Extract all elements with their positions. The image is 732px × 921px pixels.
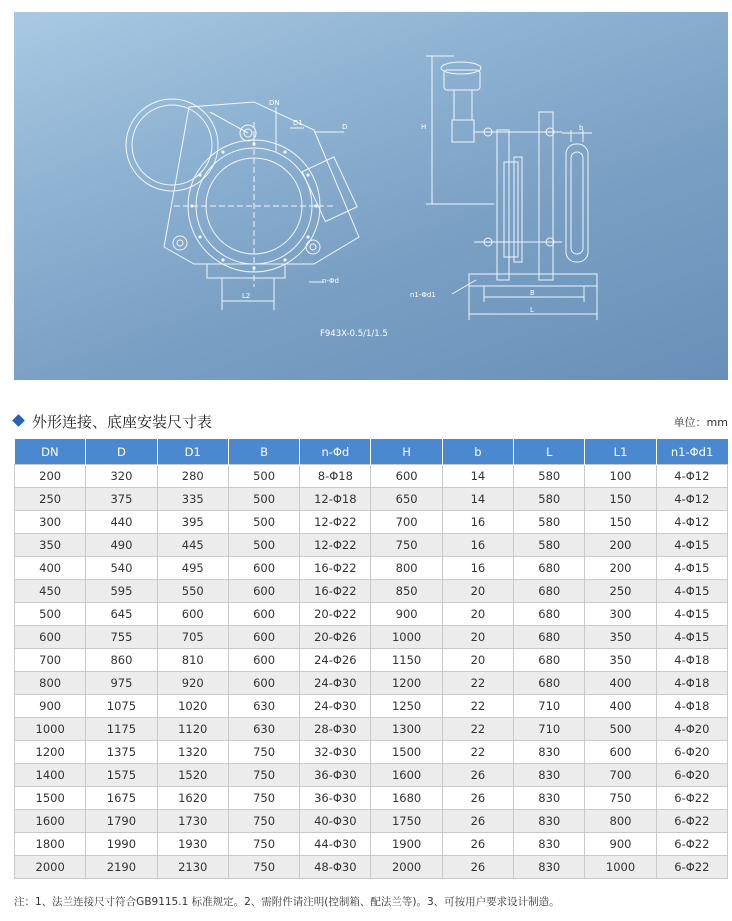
table-row [15,764,728,787]
table-cell: 250 [585,580,656,603]
table-cell: 1790 [86,810,157,833]
col-header-n1-phi-d1: n1-Φd1 [656,439,727,465]
table-row [15,856,728,879]
table-cell: 645 [86,603,157,626]
table-cell: 16-Φ22 [300,557,371,580]
table-cell: 1675 [86,787,157,810]
table-cell: 12-Φ22 [300,511,371,534]
table-cell: 22 [442,672,513,695]
table-cell: 200 [585,557,656,580]
table-cell: 750 [228,810,299,833]
table-cell: 700 [15,649,86,672]
table-cell: 705 [157,626,228,649]
table-row [15,810,728,833]
table-cell: 1000 [371,626,442,649]
table-cell: 4-Φ18 [656,672,727,695]
table-cell: 12-Φ22 [300,534,371,557]
table-cell: 20 [442,649,513,672]
table-cell: 4-Φ20 [656,718,727,741]
table-cell: 2000 [15,856,86,879]
dim-label-h: H [421,123,427,131]
table-cell: 500 [228,511,299,534]
table-cell: 1120 [157,718,228,741]
table-cell: 32-Φ30 [300,741,371,764]
table-row [15,649,728,672]
table-cell: 16 [442,557,513,580]
table-cell: 1150 [371,649,442,672]
table-cell: 1600 [15,810,86,833]
table-cell: 680 [514,672,585,695]
table-cell: 450 [15,580,86,603]
table-cell: 20 [442,580,513,603]
table-cell: 495 [157,557,228,580]
table-cell: 750 [228,787,299,810]
table-cell: 20-Φ26 [300,626,371,649]
table-cell: 1930 [157,833,228,856]
table-cell: 1990 [86,833,157,856]
table-cell: 6-Φ20 [656,764,727,787]
table-cell: 830 [514,741,585,764]
table-cell: 600 [228,672,299,695]
dimension-table [14,439,728,879]
diamond-bullet-icon [12,414,25,427]
table-cell: 400 [15,557,86,580]
table-cell: 600 [371,465,442,488]
table-cell: 28-Φ30 [300,718,371,741]
table-cell: 750 [228,764,299,787]
model-label: F943X-0.5/1/1.5 [320,329,388,339]
table-header-row [15,439,728,465]
table-cell: 680 [514,557,585,580]
table-cell: 1800 [15,833,86,856]
table-cell: 350 [15,534,86,557]
table-cell: 320 [86,465,157,488]
table-row [15,833,728,856]
dim-label-l2: L2 [242,292,251,300]
table-cell: 2000 [371,856,442,879]
table-cell: 1075 [86,695,157,718]
table-row [15,580,728,603]
dim-label-dn: DN [269,99,280,107]
table-cell: 6-Φ22 [656,833,727,856]
table-cell: 500 [585,718,656,741]
section-header [14,411,728,431]
valve-drawing-svg [14,12,728,380]
table-cell: 800 [585,810,656,833]
table-cell: 750 [228,856,299,879]
table-cell: 14 [442,465,513,488]
table-cell: 4-Φ12 [656,511,727,534]
footnote: 注：1、法兰连接尺寸符合GB9115.1 标准规定。2、需附件请注明(控制箱、配法兰等)。3、可按用户要求设计制造。 [14,896,560,908]
table-cell: 26 [442,810,513,833]
table-cell: 600 [228,649,299,672]
dim-label-b: b [579,124,584,132]
table-cell: 335 [157,488,228,511]
table-cell: 6-Φ22 [656,856,727,879]
table-cell: 440 [86,511,157,534]
dim-label-l: L [530,306,534,314]
table-cell: 4-Φ18 [656,695,727,718]
table-cell: 40-Φ30 [300,810,371,833]
table-cell: 1200 [15,741,86,764]
section-title: 外形连接、底座安装尺寸表 [32,413,213,431]
table-cell: 1320 [157,741,228,764]
table-cell: 710 [514,718,585,741]
table-cell: 2130 [157,856,228,879]
table-cell: 580 [514,488,585,511]
table-cell: 595 [86,580,157,603]
table-cell: 395 [157,511,228,534]
table-cell: 600 [157,603,228,626]
dim-label-n-phi-d: n-Φd [322,277,339,285]
table-cell: 350 [585,649,656,672]
table-cell: 1020 [157,695,228,718]
table-cell: 4-Φ15 [656,557,727,580]
col-header-b: B [228,439,299,465]
col-header-dn: DN [15,439,86,465]
table-cell: 150 [585,488,656,511]
table-cell: 4-Φ15 [656,626,727,649]
unit-label: 单位：mm [673,416,728,429]
table-row [15,511,728,534]
table-cell: 830 [514,764,585,787]
table-cell: 830 [514,787,585,810]
table-row [15,534,728,557]
table-row [15,787,728,810]
table-row [15,603,728,626]
table-cell: 36-Φ30 [300,787,371,810]
table-row [15,626,728,649]
col-header-l1: L1 [585,439,656,465]
table-cell: 540 [86,557,157,580]
table-cell: 600 [228,580,299,603]
table-cell: 1175 [86,718,157,741]
table-cell: 26 [442,787,513,810]
table-cell: 500 [228,488,299,511]
dim-label-n1-phi-d1: n1-Φd1 [410,291,436,299]
table-cell: 200 [15,465,86,488]
table-cell: 1250 [371,695,442,718]
table-cell: 750 [585,787,656,810]
table-cell: 920 [157,672,228,695]
table-cell: 48-Φ30 [300,856,371,879]
table-cell: 810 [157,649,228,672]
table-cell: 445 [157,534,228,557]
table-cell: 755 [86,626,157,649]
table-cell: 680 [514,649,585,672]
table-cell: 580 [514,534,585,557]
table-cell: 8-Φ18 [300,465,371,488]
table-row [15,741,728,764]
table-cell: 6-Φ22 [656,810,727,833]
technical-drawing [14,12,728,380]
table-cell: 250 [15,488,86,511]
table-cell: 600 [228,557,299,580]
table-cell: 20-Φ22 [300,603,371,626]
table-cell: 300 [15,511,86,534]
table-row [15,695,728,718]
table-cell: 830 [514,833,585,856]
table-cell: 650 [371,488,442,511]
table-row [15,465,728,488]
table-cell: 280 [157,465,228,488]
col-header-n-phi-d: n-Φd [300,439,371,465]
table-cell: 750 [371,534,442,557]
table-cell: 680 [514,580,585,603]
table-cell: 600 [228,603,299,626]
col-header-d: D [86,439,157,465]
table-cell: 1000 [15,718,86,741]
col-header-h: H [371,439,442,465]
table-cell: 1620 [157,787,228,810]
dim-label-d1: D1 [293,119,303,127]
table-cell: 580 [514,465,585,488]
table-cell: 150 [585,511,656,534]
table-cell: 20 [442,626,513,649]
table-cell: 580 [514,511,585,534]
table-cell: 26 [442,856,513,879]
table-cell: 12-Φ18 [300,488,371,511]
table-cell: 375 [86,488,157,511]
table-cell: 350 [585,626,656,649]
table-row [15,718,728,741]
table-cell: 36-Φ30 [300,764,371,787]
table-cell: 400 [585,695,656,718]
col-header-small-b: b [442,439,513,465]
table-cell: 1400 [15,764,86,787]
table-cell: 710 [514,695,585,718]
table-cell: 400 [585,672,656,695]
table-cell: 26 [442,833,513,856]
table-cell: 4-Φ12 [656,465,727,488]
table-cell: 22 [442,718,513,741]
table-cell: 4-Φ15 [656,534,727,557]
table-cell: 16 [442,511,513,534]
table-cell: 680 [514,626,585,649]
table-cell: 24-Φ26 [300,649,371,672]
table-cell: 4-Φ18 [656,649,727,672]
table-cell: 800 [15,672,86,695]
table-cell: 1000 [585,856,656,879]
table-cell: 1375 [86,741,157,764]
col-header-d1: D1 [157,439,228,465]
table-row [15,557,728,580]
table-cell: 830 [514,810,585,833]
table-cell: 22 [442,695,513,718]
table-cell: 24-Φ30 [300,695,371,718]
table-cell: 16-Φ22 [300,580,371,603]
table-cell: 830 [514,856,585,879]
table-cell: 16 [442,534,513,557]
table-row [15,488,728,511]
table-cell: 1680 [371,787,442,810]
table-cell: 850 [371,580,442,603]
table-cell: 4-Φ15 [656,580,727,603]
table-cell: 1520 [157,764,228,787]
table-cell: 1750 [371,810,442,833]
table-cell: 1200 [371,672,442,695]
table-cell: 200 [585,534,656,557]
table-cell: 22 [442,741,513,764]
table-cell: 900 [585,833,656,856]
table-cell: 4-Φ12 [656,488,727,511]
table-cell: 20 [442,603,513,626]
table-cell: 750 [228,833,299,856]
table-cell: 1600 [371,764,442,787]
table-body [15,465,728,879]
table-cell: 680 [514,603,585,626]
table-cell: 44-Φ30 [300,833,371,856]
table-cell: 630 [228,695,299,718]
dim-label-d: D [342,123,348,131]
table-cell: 1300 [371,718,442,741]
table-cell: 6-Φ22 [656,787,727,810]
table-cell: 500 [228,465,299,488]
table-cell: 100 [585,465,656,488]
table-cell: 490 [86,534,157,557]
table-cell: 700 [371,511,442,534]
table-cell: 500 [228,534,299,557]
table-cell: 6-Φ20 [656,741,727,764]
table-row [15,672,728,695]
table-cell: 1575 [86,764,157,787]
table-cell: 26 [442,764,513,787]
table-cell: 1730 [157,810,228,833]
table-cell: 600 [15,626,86,649]
table-cell: 900 [15,695,86,718]
table-cell: 4-Φ15 [656,603,727,626]
table-cell: 1500 [371,741,442,764]
table-cell: 1500 [15,787,86,810]
table-cell: 860 [86,649,157,672]
table-cell: 300 [585,603,656,626]
table-cell: 900 [371,603,442,626]
table-cell: 1900 [371,833,442,856]
table-cell: 14 [442,488,513,511]
table-cell: 975 [86,672,157,695]
table-cell: 700 [585,764,656,787]
table-cell: 500 [15,603,86,626]
table-cell: 630 [228,718,299,741]
table-cell: 600 [228,626,299,649]
table-cell: 600 [585,741,656,764]
table-cell: 750 [228,741,299,764]
table-cell: 800 [371,557,442,580]
table-cell: 550 [157,580,228,603]
col-header-l: L [514,439,585,465]
dim-label-big-b: B [530,289,535,297]
table-cell: 2190 [86,856,157,879]
table-cell: 24-Φ30 [300,672,371,695]
